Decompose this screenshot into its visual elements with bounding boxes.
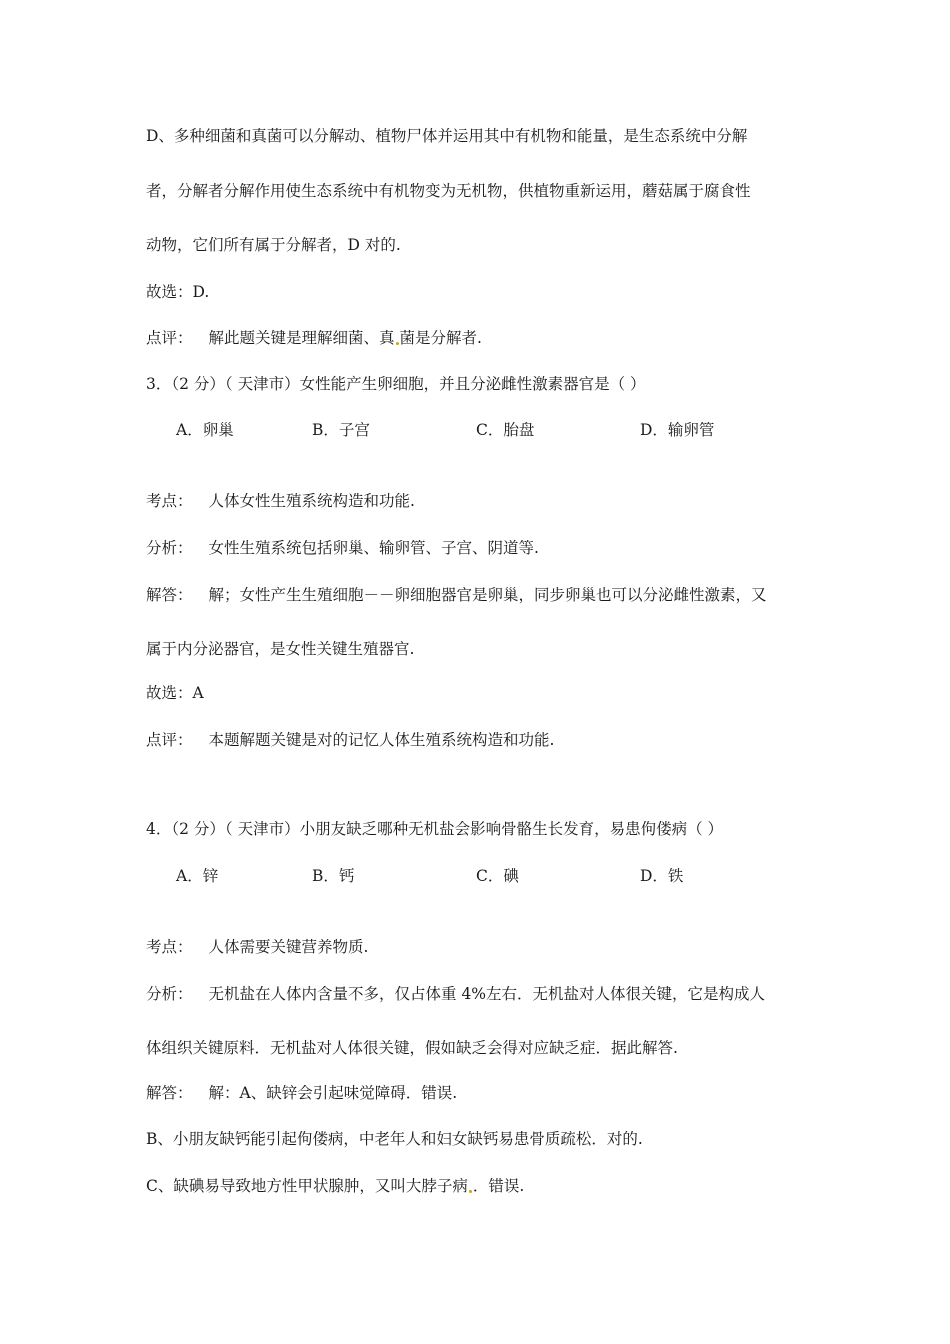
text-line bbox=[146, 1176, 524, 1196]
question-3: 3．（2 分）（ 天津市）女性能产生卵细胞，并且分泌雌性激素器官是（ ） bbox=[146, 375, 646, 393]
fenxi-text: 女性生殖系统包括卵巢、输卵管、子宫、阴道等. bbox=[208, 539, 539, 557]
comment-text: 解此题关键是理解细菌、真 bbox=[208, 329, 395, 347]
q3-kaodian bbox=[146, 491, 415, 511]
editor-mark bbox=[396, 342, 399, 345]
q3-option-d: D．输卵管 bbox=[640, 421, 715, 439]
q4-option-a: A．锌 bbox=[176, 867, 219, 885]
kaodian-label: 考点： bbox=[146, 492, 193, 510]
q3-option-a: A．卵巢 bbox=[176, 421, 234, 439]
text-line: B、小朋友缺钙能引起佝偻病，中老年人和妇女缺钙易患骨质疏松．对的. bbox=[146, 1130, 643, 1148]
kaodian-label: 考点： bbox=[146, 938, 193, 956]
q4-option-c: C．碘 bbox=[476, 867, 519, 885]
text-line: 体组织关键原料．无机盐对人体很关键，假如缺乏会得对应缺乏症．据此解答. bbox=[146, 1039, 678, 1057]
q3-fenxi bbox=[146, 538, 539, 558]
q3-jieda bbox=[146, 585, 767, 605]
text-segment-end: ．错误. bbox=[472, 1177, 525, 1195]
comment-line bbox=[146, 328, 482, 348]
q3-option-b: B．子宫 bbox=[312, 421, 370, 439]
dianping-label: 点评： bbox=[146, 731, 193, 749]
text-line: D、多种细菌和真菌可以分解动、植物尸体并运用其中有机物和能量，是生态系统中分解 bbox=[146, 127, 748, 145]
q4-fenxi bbox=[146, 984, 765, 1004]
fenxi-label: 分析： bbox=[146, 985, 193, 1003]
jieda-text: 解；女性产生生殖细胞－－卵细胞器官是卵巢，同步卵巢也可以分泌雌性激素，又 bbox=[208, 586, 767, 604]
kaodian-text: 人体需要关键营养物质. bbox=[208, 938, 369, 956]
answer-line: 故选：D. bbox=[146, 283, 210, 301]
q4-option-d: D．铁 bbox=[640, 867, 684, 885]
editor-mark bbox=[469, 1190, 472, 1193]
text-line: 属于内分泌器官，是女性关键生殖器官. bbox=[146, 640, 415, 658]
text-line: 动物，它们所有属于分解者，D 对的. bbox=[146, 236, 401, 254]
q4-jieda bbox=[146, 1083, 457, 1103]
jieda-label: 解答： bbox=[146, 586, 193, 604]
question-4: 4．（2 分）（ 天津市）小朋友缺乏哪种无机盐会影响骨骼生长发育，易患佝偻病（ ） bbox=[146, 820, 724, 838]
jieda-text: 解：A、缺锌会引起味觉障碍．错误. bbox=[208, 1084, 458, 1102]
kaodian-text: 人体女性生殖系统构造和功能. bbox=[208, 492, 415, 510]
answer-line: 故选：A bbox=[146, 684, 204, 702]
q3-option-c: C．胎盘 bbox=[476, 421, 535, 439]
fenxi-label: 分析： bbox=[146, 539, 193, 557]
jieda-label: 解答： bbox=[146, 1084, 193, 1102]
q4-kaodian bbox=[146, 937, 368, 957]
text-line: 者，分解者分解作用使生态系统中有机物变为无机物，供植物重新运用，蘑菇属于腐食性 bbox=[146, 182, 751, 200]
comment-text-end: 菌是分解者. bbox=[399, 329, 482, 347]
fenxi-text: 无机盐在人体内含量不多，仅占体重 4%左右．无机盐对人体很关键，它是构成人 bbox=[208, 985, 766, 1003]
text-segment: C、缺碘易导致地方性甲状腺肿，又叫大脖子病 bbox=[146, 1177, 468, 1195]
q4-option-b: B．钙 bbox=[312, 867, 355, 885]
q3-dianping bbox=[146, 730, 554, 750]
comment-label: 点评： bbox=[146, 329, 193, 347]
dianping-text: 本题解题关键是对的记忆人体生殖系统构造和功能. bbox=[208, 731, 555, 749]
